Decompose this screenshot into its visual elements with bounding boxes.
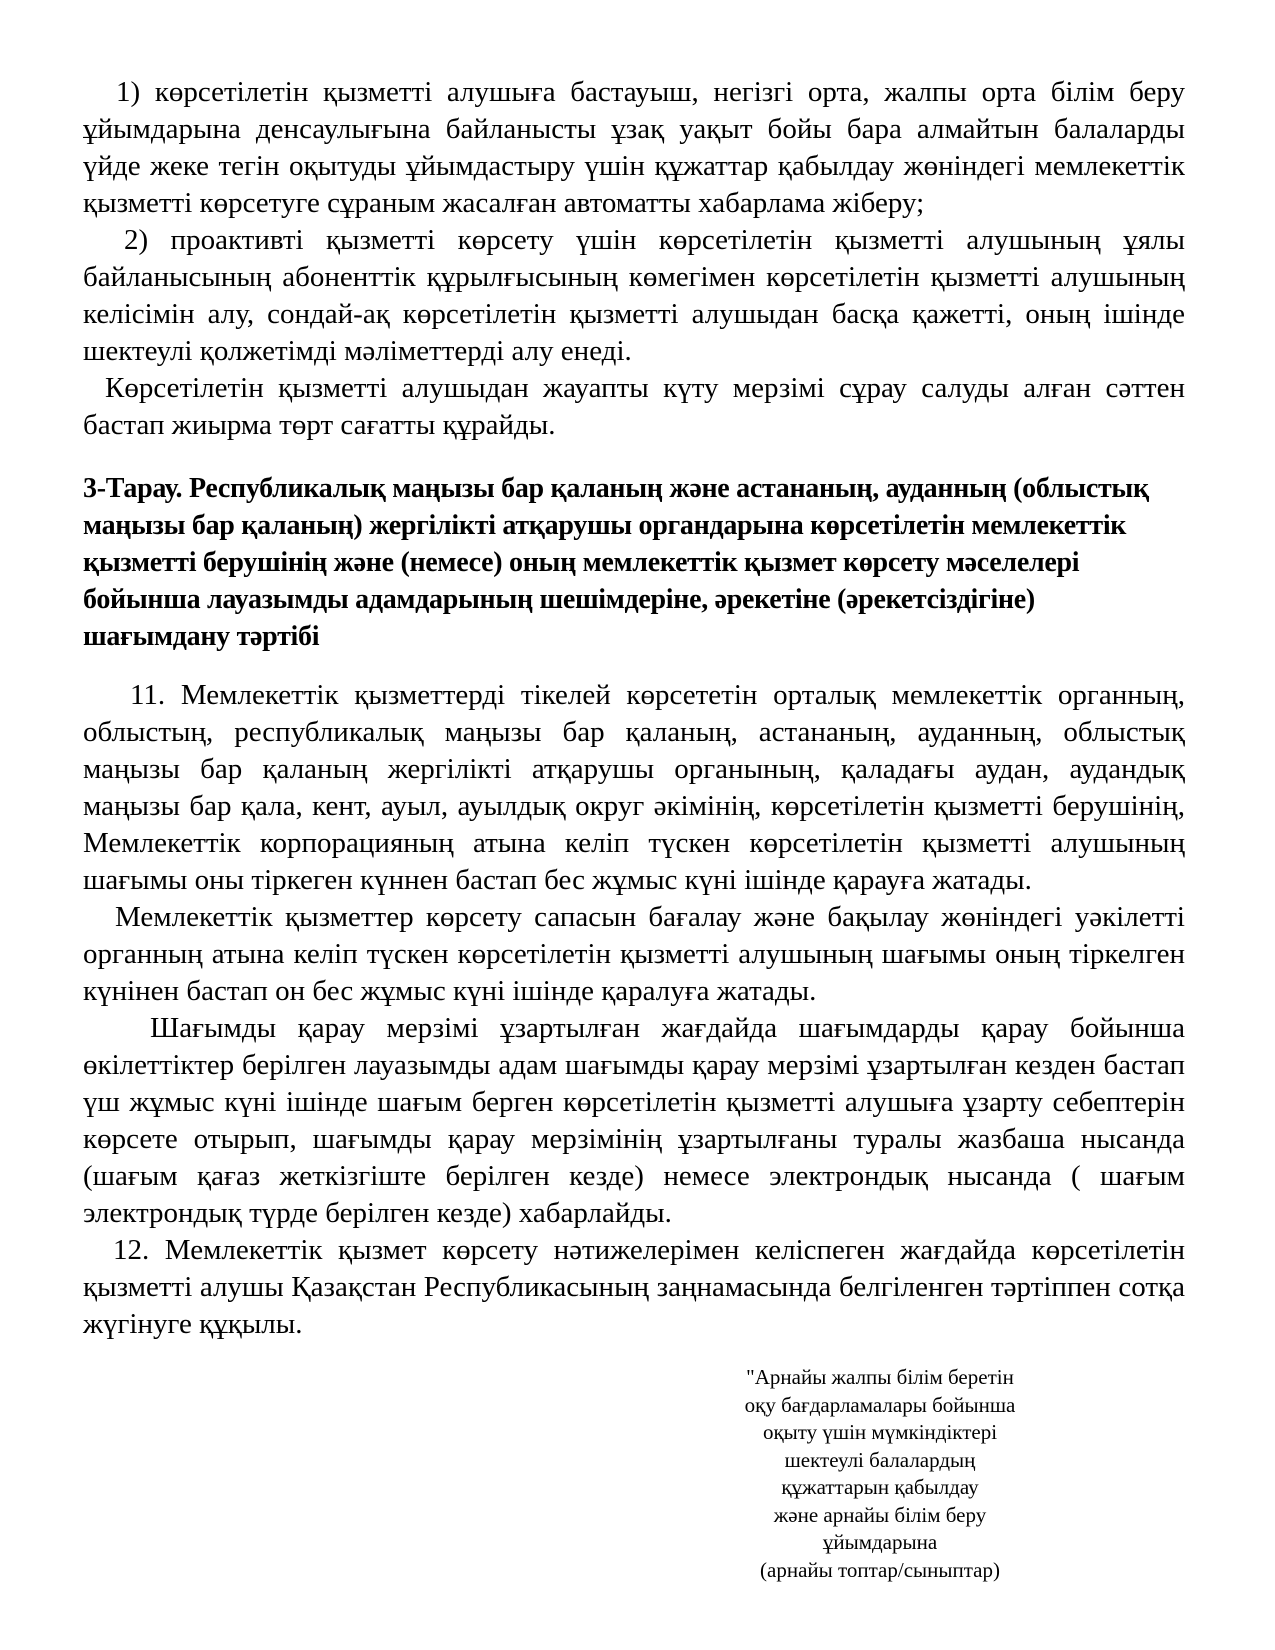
paragraph-point-11: 11. Мемлекеттік қызметтерді тікелей көрсететін орталық мемлекеттік органның, облыстың, республикалық маңызы бар қаланың, астананың, ауданның, облыстық маңызы бар қаланың жергілікті атқарушы органының, қаладағы аудан, аудандық маңызы бар қала, кент, ауыл, ауылдық округ әкімінің, көрсетілетін қызметті берушінің, Мемлекеттік корпорацияның атына келіп түскен көрсетілетін қызметті алушының шағымы оны тіркеген күннен бастап бес жұмыс күні ішінде қарауға жатады. bbox=[83, 679, 1185, 896]
annotation-line-4: шектеулі балалардың bbox=[784, 1447, 976, 1472]
paragraph-response-term: Көрсетілетін қызметті алушыдан жауапты күту мерзімі сұрау салуды алған сәттен бастап жиырма төрт сағатты құрайды. bbox=[83, 372, 1185, 441]
annotation-block bbox=[630, 1364, 1130, 1584]
annotation-line-2: оқу бағдарламалары бойынша bbox=[744, 1392, 1016, 1417]
annotation-line-8: (арнайы топтар/сыныптар) bbox=[760, 1557, 1000, 1582]
annotation-line-7: ұйымдарына bbox=[822, 1530, 938, 1554]
paragraph-extension-term: Шағымды қарау мерзімі ұзартылған жағдайда шағымдарды қарау бойынша өкілеттіктер берілген лауазымды адам шағымды қарау мерзімі ұзартылған кезден бастап үш жұмыс күні ішінде шағым берген көрсетілетін қызметті алушыға ұзарту себептерін көрсете отырып, шағымды қарау мерзімінің ұзартылғаны туралы жазбаша нысанда (шағым қағаз жеткізгіште берілген кезде) немесе электрондық нысанда ( шағым электрондық түрде берілген кезде) хабарлайды. bbox=[83, 1012, 1185, 1229]
paragraph-subpoint-1: 1) көрсетілетін қызметті алушыға бастауыш, негізгі орта, жалпы орта білім беру ұйымдарына денсаулығына байланысты ұзақ уақыт бойы бара алмайтын балаларды үйде жеке тегін оқытуды ұйымдастыру үшін құжаттар қабылдау жөніндегі мемлекеттік қызметті көрсетуге сұраным жасалған автоматты хабарлама жіберу; bbox=[83, 76, 1185, 219]
paragraph-subpoint-2: 2) проактивті қызметті көрсету үшін көрсетілетін қызметті алушының ұялы байланысының абоненттік құрылғысының көмегімен көрсетілетін қызметті алушының келісімін алу, сондай-ақ көрсетілетін қызметті алушыдан басқа қажетті, оның ішінде шектеулі қолжетімді мәліметтерді алу енеді. bbox=[83, 224, 1185, 367]
annotation-line-5: құжаттарын қабылдау bbox=[781, 1475, 979, 1499]
chapter-3-heading: 3-Тарау. Республикалық маңызы бар қаланың және астананың, ауданның (облыстық маңызы бар қаланың) жергілікті атқарушы органдарына көрсетілетін мемлекеттік қызметті берушінің және (немесе) оның мемлекеттік қызмет көрсету мәселелері бойынша лауазымды адамдарының шешімдеріне, әрекетіне (әрекетсіздігіне) шағымдану тәртібі bbox=[83, 473, 1149, 652]
paragraph-point-12: 12. Мемлекеттік қызмет көрсету нәтижелерімен келіспеген жағдайда көрсетілетін қызметті алушы Қазақстан Республикасының заңнамасында белгіленген тәртіппен сотқа жүгінуге құқылы. bbox=[83, 1234, 1185, 1340]
annotation-line-3: оқыту үшін мүмкіндіктері bbox=[762, 1420, 998, 1444]
paragraph-quality-control: Мемлекеттік қызметтер көрсету сапасын бағалау және бақылау жөніндегі уәкілетті органның атына келіп түскен көрсетілетін қызметті алушының шағымы оның тіркелген күнінен бастап он бес жұмыс күні ішінде қаралуға жатады. bbox=[83, 901, 1185, 1007]
annotation-line-6: және арнайы білім беру bbox=[773, 1502, 987, 1527]
annotation-line-1: "Арнайы жалпы білім беретін bbox=[746, 1365, 1014, 1389]
